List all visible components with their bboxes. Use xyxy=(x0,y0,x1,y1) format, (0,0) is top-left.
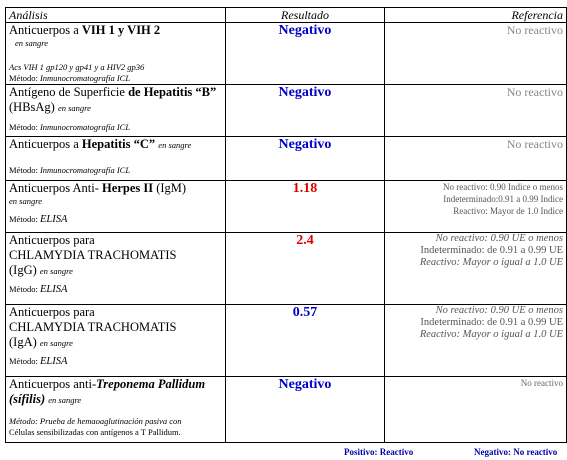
analysis-name-bold: Herpes II xyxy=(102,181,154,195)
header-result: Resultado xyxy=(226,8,385,23)
reference-line: No reactivo: 0.90 Indice o menos xyxy=(443,182,563,192)
analysis-cell xyxy=(6,181,226,233)
result-value: Negativo xyxy=(226,377,385,443)
analysis-name-suffix: (HBsAg) xyxy=(9,100,58,114)
analysis-name: Anticuerpos anti- xyxy=(9,377,97,391)
analysis-name: Anticuerpos para xyxy=(9,233,95,247)
method-value: ELISA xyxy=(39,356,68,367)
analysis-cell xyxy=(6,305,226,377)
analysis-name-suffix: (IgG) xyxy=(9,263,40,277)
analysis-cell xyxy=(6,23,226,85)
analysis-cell xyxy=(6,377,226,443)
reference-line: No reactivo: 0.90 UE o menos xyxy=(435,233,563,244)
reference-line: Indeterminado:0.91 a 0.99 Indice xyxy=(443,194,563,204)
table-row xyxy=(6,181,567,233)
result-value: 1.18 xyxy=(226,181,385,233)
legend-positive: Positivo: Reactivo xyxy=(344,447,414,457)
sample-type: en sangre xyxy=(39,338,73,348)
table-row xyxy=(6,377,567,443)
sample-type: en sangre xyxy=(48,395,82,405)
reference-value: No reactivo xyxy=(385,85,567,137)
method-label: Método: xyxy=(9,214,40,224)
table-row xyxy=(6,137,567,181)
reference-cell xyxy=(385,305,567,377)
table-row xyxy=(6,85,567,137)
analysis-name: Anticuerpos a xyxy=(9,23,82,37)
analysis-cell xyxy=(6,137,226,181)
method-label: Método: xyxy=(9,356,40,366)
analysis-name-bold: Treponema Pallidum xyxy=(96,377,206,391)
result-value: Negativo xyxy=(226,23,385,85)
method-label: Método: xyxy=(9,122,40,132)
reference-line: No reactivo: 0.90 UE o menos xyxy=(435,305,563,316)
reference-cell xyxy=(385,181,567,233)
analysis-name: CHLAMYDIA TRACHOMATIS xyxy=(9,248,177,262)
analysis-name-bold: (sífilis) xyxy=(9,392,46,406)
results-table xyxy=(5,7,567,443)
sample-type: en sangre xyxy=(39,266,73,276)
analysis-cell xyxy=(6,233,226,305)
sample-type: en sangre xyxy=(9,196,42,206)
analysis-name-suffix: (IgM) xyxy=(153,181,187,195)
legend-negative: Negativo: No reactivo xyxy=(474,447,558,457)
analysis-name-bold: VIH 1 y VIH 2 xyxy=(81,23,161,37)
reference-cell xyxy=(385,233,567,305)
method-label: Método: xyxy=(9,416,40,426)
table-row xyxy=(6,23,567,85)
sample-type: en sangre xyxy=(15,38,48,48)
result-value: Negativo xyxy=(226,137,385,181)
reference-line: Indeterminado: de 0.91 a 0.99 UE xyxy=(420,245,563,256)
reference-value: No reactivo xyxy=(385,23,567,85)
sample-type: en sangre xyxy=(158,140,192,150)
result-value: 2.4 xyxy=(226,233,385,305)
header-analysis: Análisis xyxy=(6,8,226,23)
method-label: Método: xyxy=(9,73,40,83)
analysis-cell xyxy=(6,85,226,137)
result-value: 0.57 xyxy=(226,305,385,377)
analysis-name: CHLAMYDIA TRACHOMATIS xyxy=(9,320,177,334)
header-reference: Referencia xyxy=(385,8,567,23)
analysis-name-bold: de Hepatitis “B” xyxy=(128,85,217,99)
table-row xyxy=(6,305,567,377)
method-value: ELISA xyxy=(39,214,68,225)
analysis-detail: Acs VIH 1 gp120 y gp41 y a HIV2 gp36 xyxy=(9,62,145,72)
method-value: Inmunocromatografía ICL xyxy=(39,122,131,132)
sample-type: en sangre xyxy=(57,103,91,113)
analysis-name: Anticuerpos Anti- xyxy=(9,181,103,195)
table-row xyxy=(6,233,567,305)
reference-value: No reactivo xyxy=(385,137,567,181)
reference-line: Reactivo: Mayor de 1.0 Indice xyxy=(453,206,563,216)
header-row xyxy=(6,8,567,23)
method-value: Inmunocromatografía ICL xyxy=(39,165,131,175)
method-label: Método: xyxy=(9,165,40,175)
method-value: Prueba de hemaoaglutinación pasiva con xyxy=(39,416,182,426)
analysis-name-suffix: (IgA) xyxy=(9,335,40,349)
reference-value: No reactivo xyxy=(385,377,567,443)
method-value: ELISA xyxy=(39,284,68,295)
method-value: Células sensibilizadas con antígenos a T Pallidum. xyxy=(9,427,181,437)
result-value: Negativo xyxy=(226,85,385,137)
analysis-name: Anticuerpos para xyxy=(9,305,95,319)
reference-line: Reactivo: Mayor o igual a 1.0 UE xyxy=(419,257,563,268)
analysis-name: Anticuerpos a xyxy=(9,137,82,151)
reference-line: Reactivo: Mayor o igual a 1.0 UE xyxy=(419,329,563,340)
reference-line: Indeterminado: de 0.91 a 0.99 UE xyxy=(420,317,563,328)
analysis-name: Antígeno de Superficie xyxy=(9,85,129,99)
analysis-name-bold: Hepatitis “C” xyxy=(81,137,156,151)
method-label: Método: xyxy=(9,284,40,294)
method-value: Inmunocromatografía ICL xyxy=(39,73,131,83)
